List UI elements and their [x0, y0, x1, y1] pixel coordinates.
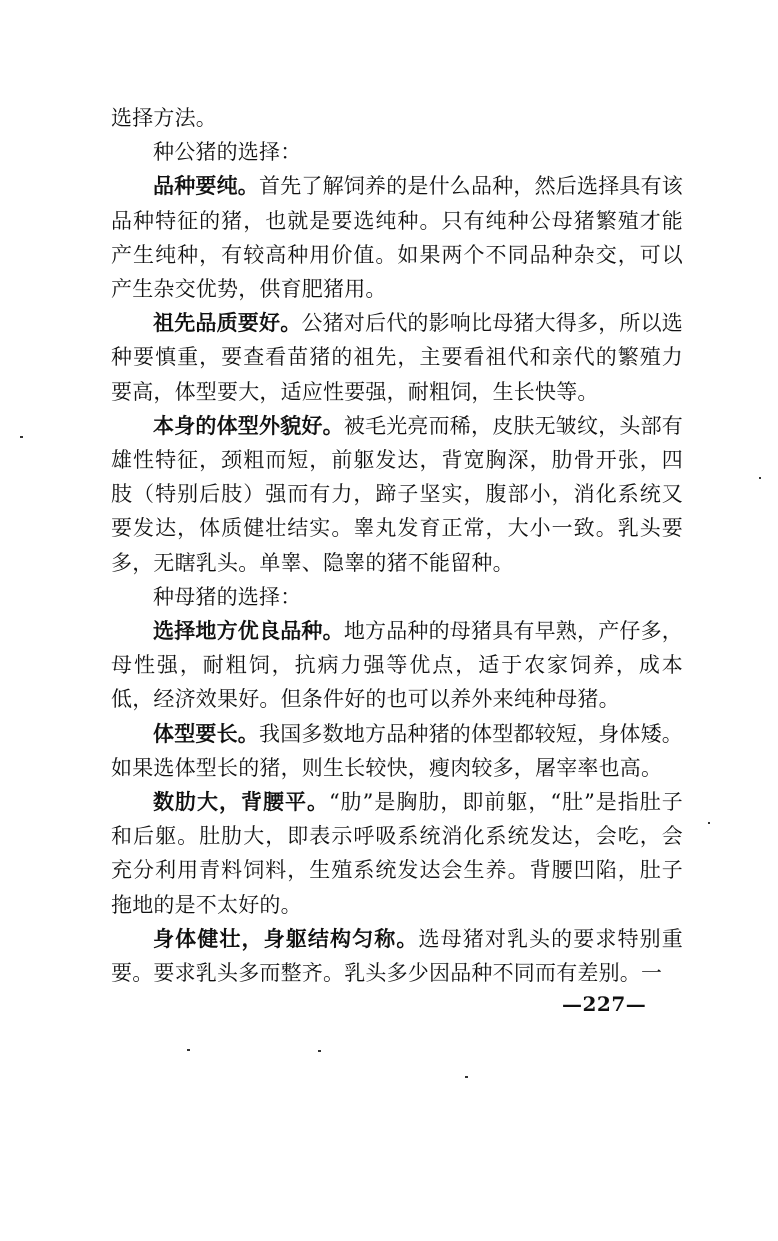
paragraph-6 — [111, 580, 683, 614]
paragraph-1 — [111, 101, 683, 135]
scan-speck — [187, 1049, 190, 1051]
scan-speck — [465, 1076, 468, 1078]
paragraph-text: 公猪对后代的影响比母猪大得多，所以选种要慎重，要查看苗猪的祖先，主要看祖代和亲代的繁殖力要高，体型要大，适应性要强，耐粗饲，生长快等。 — [111, 311, 684, 404]
paragraph-9 — [111, 785, 683, 922]
paragraph-text: 被毛光亮而稀，皮肤无皱纹，头部有雄性特征，颈粗而短，前躯发达，背宽胸深，肋骨开张，四肢（特别后肢）强而有力，蹄子坚实，腹部小，消化系统又要发达，体质健壮结实。睾丸发育正常，大小一致。乳头要多，无瞎乳头。单睾、隐睾的猪不能留种。 — [111, 413, 684, 575]
paragraph-text: 我国多数地方品种猪的体型都较短，身体矮。如果选体型长的猪，则生长较快，瘦肉较多，屠宰率也高。 — [111, 721, 683, 780]
paragraph-lead: 本身的体型外貌好。 — [153, 412, 344, 438]
paragraph-text: 首先了解饲养的是什么品种，然后选择具有该品种特征的猪，也就是要选纯种。只有纯种公母猪繁殖才能产生纯种，有较高种用价值。如果两个不同品种杂交，可以产生杂交优势，供育肥猪用。 — [111, 174, 683, 302]
paragraph-8 — [111, 717, 683, 785]
paragraph-3 — [111, 169, 683, 306]
paragraph-7 — [111, 614, 683, 717]
paragraph-lead: 身体健壮，身躯结构匀称。 — [153, 925, 419, 951]
paragraph-5 — [111, 409, 683, 580]
paragraph-lead: 数肋大，背腰平。 — [153, 789, 329, 815]
body-text — [111, 101, 683, 990]
paragraph-lead: 祖先品质要好。 — [153, 310, 302, 336]
paragraph-4 — [111, 306, 683, 409]
paragraph-text: 地方品种的母猪具有早熟，产仔多，母性强，耐粗饲，抗病力强等优点，适于农家饲养，成本低，经济效果好。但条件好的也可以养外来纯种母猪。 — [111, 619, 684, 712]
paragraph-text: 种公猪的选择： — [153, 140, 302, 165]
scan-speck — [708, 822, 710, 824]
paragraph-10 — [111, 922, 683, 990]
paragraph-lead: 体型要长。 — [153, 720, 259, 746]
page-number: —227— — [562, 992, 647, 1016]
paragraph-2 — [111, 135, 683, 169]
paragraph-lead: 选择地方优良品种。 — [153, 618, 344, 644]
paragraph-lead: 品种要纯。 — [153, 173, 259, 199]
paragraph-text: 选择方法。 — [111, 106, 217, 130]
scan-speck — [318, 1050, 321, 1052]
paragraph-text: 选母猪对乳头的要求特别重要。要求乳头多而整齐。乳头多少因品种不同而有差别。一 — [111, 926, 683, 986]
paragraph-text: 种母猪的选择： — [153, 584, 302, 609]
paragraph-text: “肋”是胸肋，即前躯，“肚”是指肚子和后躯。肚肋大，即表示呼吸系统消化系统发达，会吃，会充分利用青料饲料，生殖系统发达会生养。背腰凹陷，肚子拖地的是不太好的。 — [111, 790, 683, 917]
scan-speck — [20, 436, 23, 438]
scan-speck — [759, 477, 761, 479]
